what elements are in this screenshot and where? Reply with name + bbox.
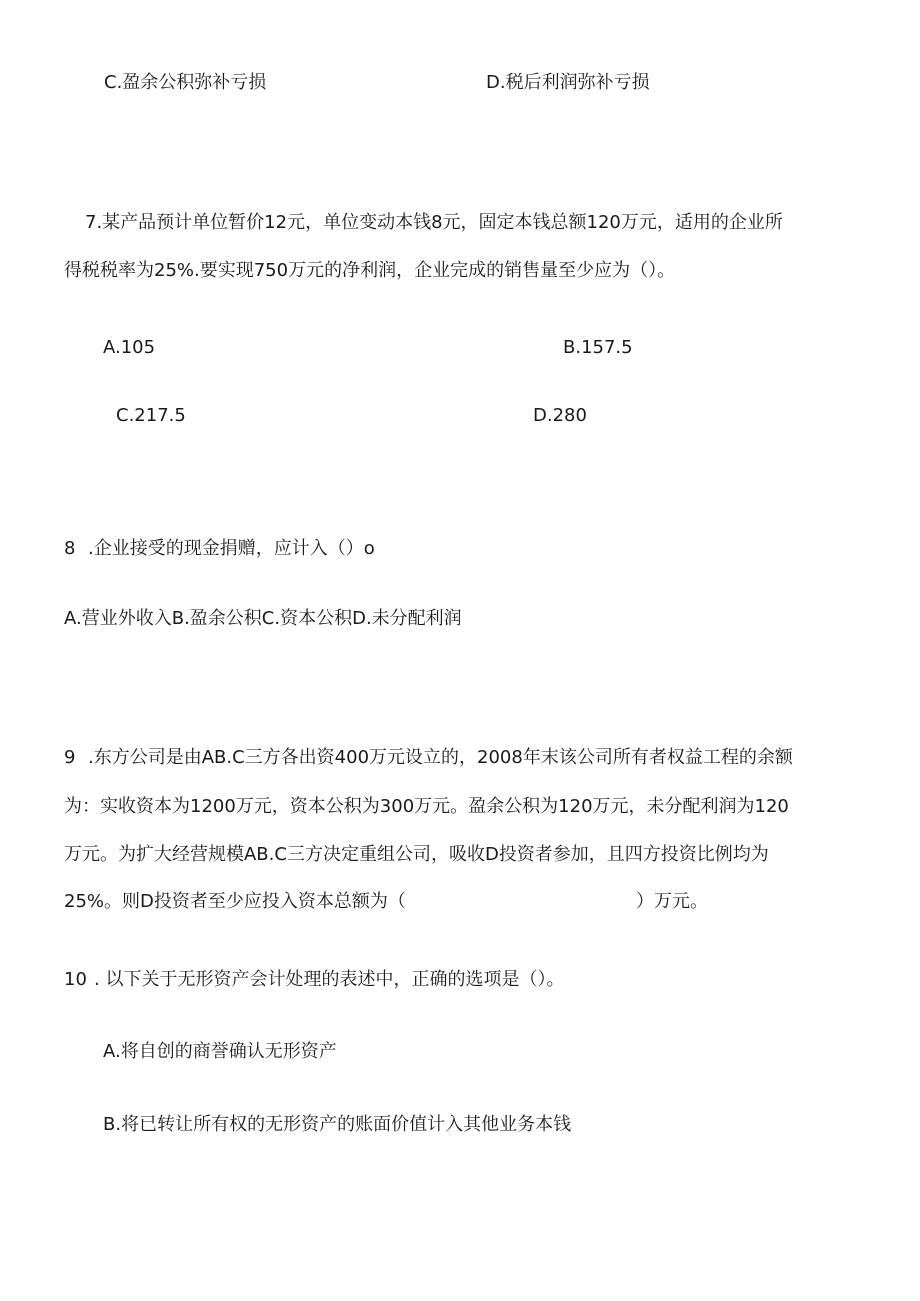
q9-stem-line-3: 万元。为扩大经营规模AB.C三方决定重组公司，吸收D投资者参加，且四方投资比例均为: [64, 844, 769, 865]
q8-options: A.营业外收入B.盈余公积C.资本公积D.未分配利润: [64, 608, 462, 629]
q8-stem: .企业接受的现金捐赠，应计入（）o: [88, 538, 375, 559]
q7-option-b: B.157.5: [563, 337, 633, 358]
q9-stem-line-1: .东方公司是由AB.C三方各出资400万元设立的，2008年末该公司所有者权益工程的余额: [88, 747, 793, 768]
q9-stem-line-4-end: ）万元。: [636, 891, 708, 912]
q6-option-c: C.盈余公积弥补亏损: [104, 72, 267, 93]
q9-number: 9: [64, 747, 76, 768]
q10-stem: . 以下关于无形资产会计处理的表述中，正确的选项是（）。: [94, 969, 565, 990]
q7-option-c: C.217.5: [116, 405, 186, 426]
q7-option-a: A.105: [103, 337, 156, 358]
q10-option-a: A.将自创的商誉确认无形资产: [103, 1041, 337, 1062]
q7-stem-line-1: 7.某产品预计单位暂价12元，单位变动本钱8元，固定本钱总额120万元，适用的企业所: [85, 212, 783, 233]
q9-stem-line-2: 为：实收资本为1200万元，资本公积为300万元。盈余公积为120万元，未分配利润为120: [64, 796, 789, 817]
q6-option-d: D.税后利润弥补亏损: [486, 72, 650, 93]
q10-number: 10: [64, 969, 87, 990]
q7-stem-line-2: 得税税率为25%.要实现750万元的净利润，企业完成的销售量至少应为（）。: [64, 260, 676, 281]
q10-option-b: B.将已转让所有权的无形资产的账面价值计入其他业务本钱: [103, 1114, 572, 1135]
q7-option-d: D.280: [533, 405, 587, 426]
q8-number: 8: [64, 538, 76, 559]
q9-stem-line-4-start: 25%。则D投资者至少应投入资本总额为（: [64, 891, 406, 912]
